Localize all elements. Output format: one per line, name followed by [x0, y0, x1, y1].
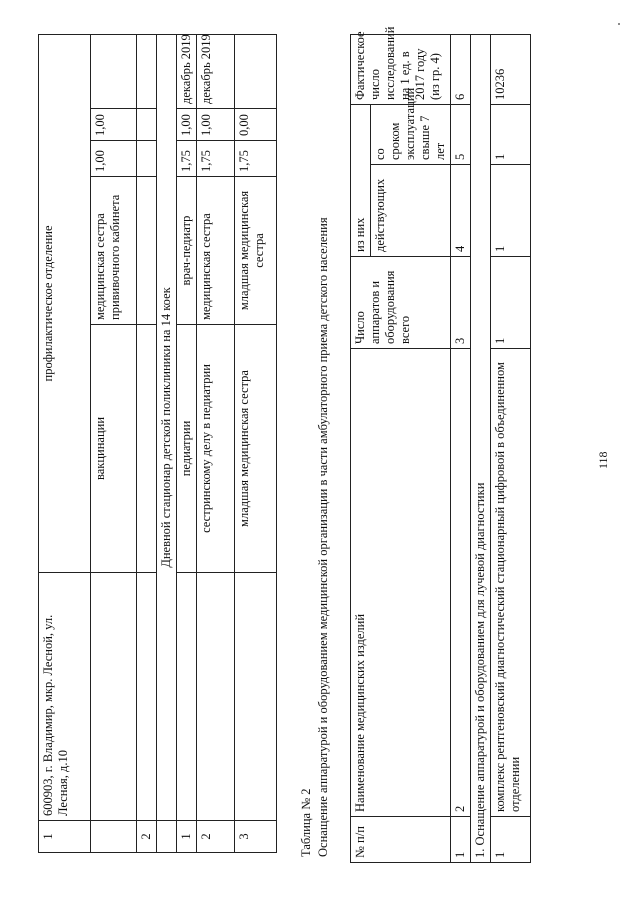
date-cell: декабрь 2019	[197, 34, 235, 108]
address-cell: 600903, г. Владимир, мкр. Лесной, ул. Лесная, д.10	[39, 573, 91, 821]
header-row	[351, 34, 371, 862]
section-title: 1. Оснащение аппаратурой и оборудованием для лучевой диагностики	[471, 34, 491, 862]
row-number: 1	[177, 821, 197, 853]
filled-cell: 1,00	[91, 109, 137, 141]
table-row	[137, 34, 157, 852]
date-cell	[235, 34, 277, 108]
unit-cell: сестринскому делу в педиатрии	[197, 325, 235, 573]
unit-cell: младшая медицинская сестра	[235, 325, 277, 573]
table-title: Оснащение аппаратурой и оборудованием медицинской организации в части амбулаторного приема детского населения	[316, 217, 330, 857]
header-count: Число аппаратов и оборудования всего	[351, 257, 451, 349]
table-row	[177, 34, 197, 852]
unit-cell: педиатрии	[177, 325, 197, 573]
table-row	[197, 34, 235, 852]
index-cell: 2	[451, 349, 471, 817]
filled-cell: 0,00	[235, 109, 277, 141]
unit-cell: вакцинации	[91, 325, 137, 573]
row-number: 3	[235, 821, 277, 853]
filled-cell: 1,00	[197, 109, 235, 141]
old-cell: 1	[491, 104, 531, 164]
working-cell: 1	[491, 165, 531, 257]
filled-cell: 1,00	[177, 109, 197, 141]
position-cell: медицинская сестра прививочного кабинета	[91, 177, 137, 325]
section-row	[471, 34, 491, 862]
table-label: Таблица № 2	[299, 788, 313, 857]
header-name: Наименование медицинских изделий	[351, 349, 451, 817]
actual-cell: 10236	[491, 34, 531, 104]
position-cell: медицинская сестра	[197, 177, 235, 325]
page-number: 118	[596, 451, 610, 469]
table-row	[39, 34, 91, 852]
index-cell: 4	[451, 165, 471, 257]
department-name: профилактическое отделение	[39, 34, 91, 572]
rate-cell: 1,75	[235, 141, 277, 177]
table-row	[491, 34, 531, 862]
index-cell: 3	[451, 257, 471, 349]
row-number: 2	[137, 821, 157, 853]
header-old: со сроком эксплуатации свыше 7 лет	[371, 104, 451, 164]
header-actual: Фактическое число исследований на 1 ед. в 2017 году (из гр. 4)	[351, 34, 451, 104]
row-number: 2	[197, 821, 235, 853]
index-cell: 6	[451, 34, 471, 104]
section-row	[157, 34, 177, 852]
count-cell: 1	[491, 257, 531, 349]
table-row	[91, 34, 137, 852]
index-cell: 1	[451, 817, 471, 863]
position-cell: младшая медицинская сестра	[235, 177, 277, 325]
table-row	[235, 34, 277, 852]
section-title: Дневной стационар детской поликлиники на 14 коек	[157, 34, 177, 820]
equipment-table	[350, 26, 531, 863]
index-cell: 5	[451, 104, 471, 164]
row-number: 1	[39, 821, 91, 853]
scan-speck	[618, 23, 620, 25]
rate-cell: 1,75	[177, 141, 197, 177]
staffing-table	[38, 34, 277, 853]
header-of-them: из них	[351, 104, 371, 256]
rate-cell: 1,75	[197, 141, 235, 177]
position-cell: врач-педиатр	[177, 177, 197, 325]
rate-cell: 1,00	[91, 141, 137, 177]
index-row	[451, 34, 471, 862]
equipment-name: комплекс рентгеновский диагностический стационарный цифровой в объединенном отделении	[491, 349, 531, 817]
header-num: № п/п	[351, 817, 451, 863]
header-working: действующих	[371, 165, 451, 257]
row-number: 1	[491, 817, 531, 863]
date-cell	[91, 34, 137, 108]
date-cell: декабрь 2019	[177, 34, 197, 108]
